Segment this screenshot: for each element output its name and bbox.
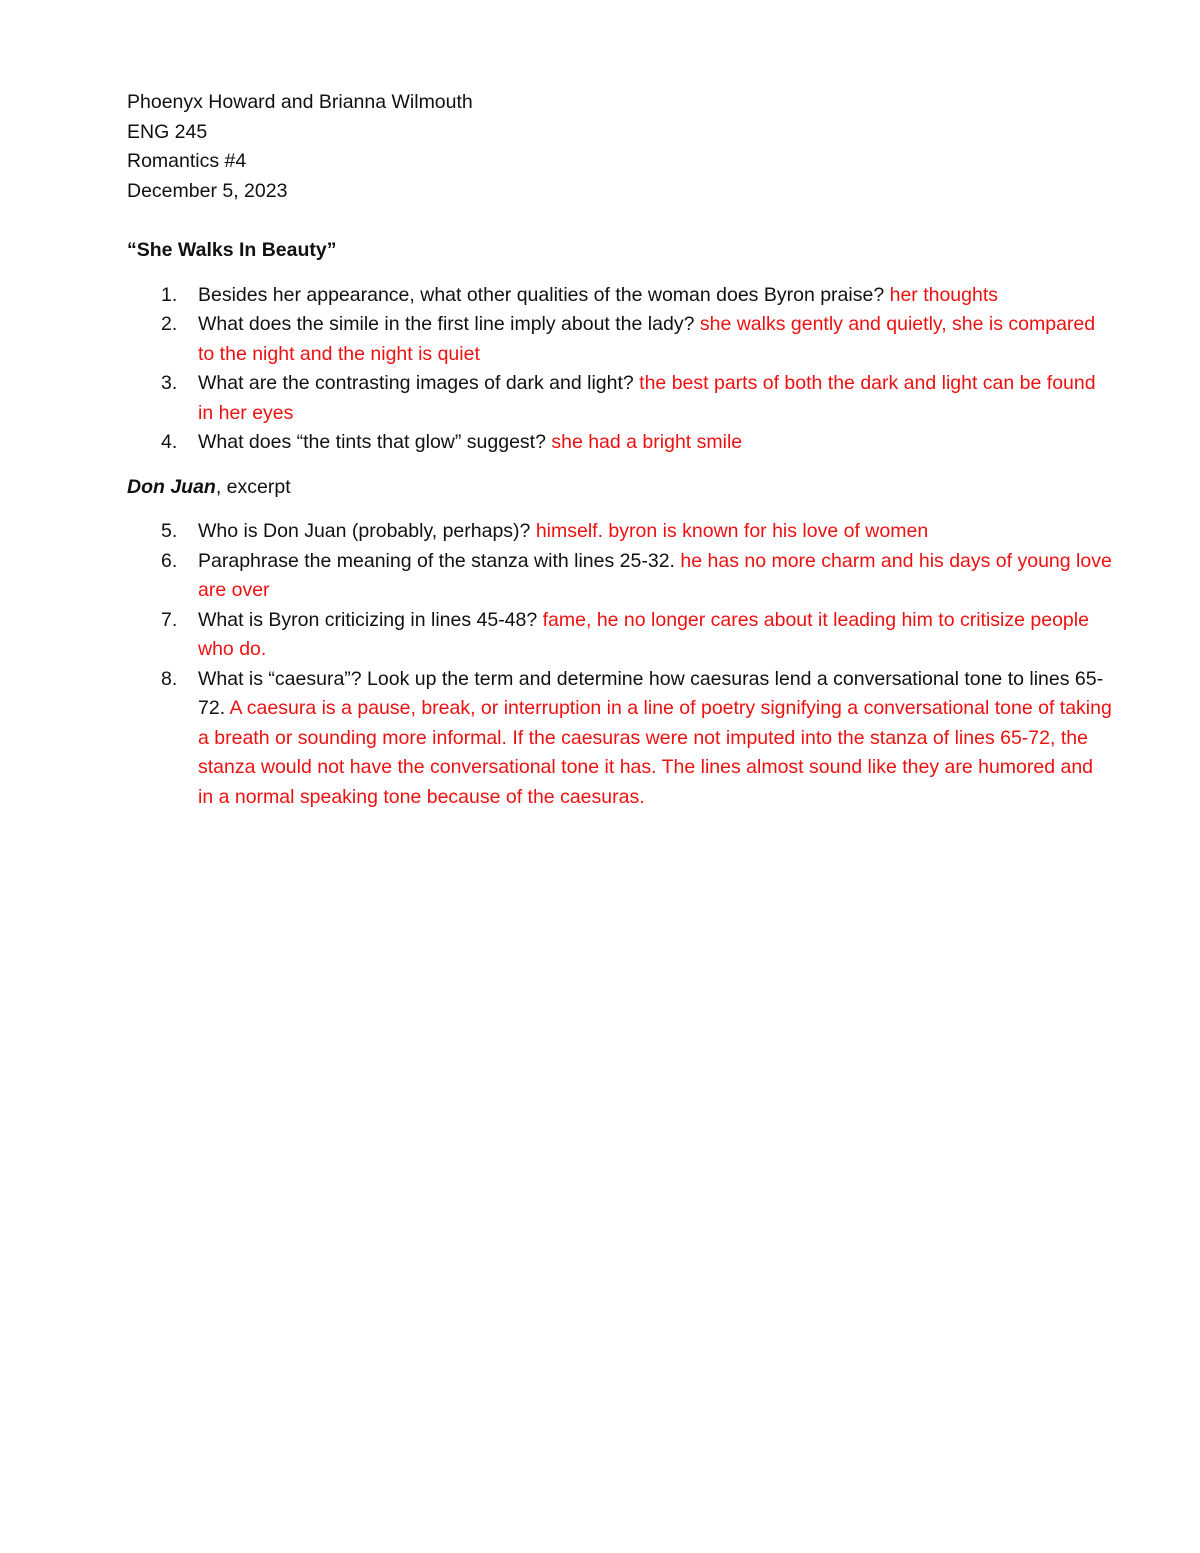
question-item — [127, 281, 1112, 311]
question-number: 3. — [161, 372, 178, 394]
question-text: Besides her appearance, what other qualities of the woman does Byron praise? — [198, 283, 890, 306]
section-title-don-juan — [127, 473, 1112, 503]
document-date: December 5, 2023 — [127, 179, 288, 202]
answer-text: fame, he no longer cares about it leading him to critisize people who do. — [198, 608, 1089, 660]
section-title-she-walks-in-beauty: “She Walks In Beauty” — [127, 239, 337, 261]
question-text: What does the simile in the first line imply about the lady? — [198, 313, 700, 335]
question-item — [127, 310, 1112, 369]
answer-text: she had a bright smile — [551, 431, 743, 453]
spacer — [127, 206, 1112, 236]
section-title-suffix: , excerpt — [215, 475, 291, 498]
course-code: ENG 245 — [127, 120, 208, 143]
question-text: What is Byron criticizing in lines 45-48? — [198, 608, 543, 631]
question-item — [127, 428, 1112, 458]
question-number: 8. — [161, 667, 178, 690]
question-text: What is “caesura”? Look up the term and determine how caesuras lend a conversational tone to lines 65-72. — [198, 667, 1104, 719]
question-number: 5. — [161, 520, 178, 542]
answer-text: A caesura is a pause, break, or interruption in a line of poetry signifying a conversational tone of taking a breath or sounding more informal. If the caesuras were not imputed into the stanza of lines 65-72, the stanza would not have the conversational tone it has. The lines almost sound like they are humored and in a normal speaking tone because of the caesuras. — [198, 697, 1112, 808]
question-item — [127, 547, 1112, 606]
question-text: Who is Don Juan (probably, perhaps)? — [198, 520, 536, 542]
question-item — [127, 665, 1112, 813]
answer-text: himself. byron is known for his love of women — [535, 520, 929, 542]
author-names: Phoenyx Howard and Brianna Wilmouth — [127, 91, 473, 113]
answer-text: she walks gently and quietly, she is compared to the night and the night is quiet — [198, 313, 1096, 365]
question-number: 6. — [161, 549, 178, 572]
question-item — [127, 606, 1112, 665]
question-item — [127, 369, 1112, 428]
question-text: What are the contrasting images of dark and light? — [198, 372, 640, 394]
answer-text: the best parts of both the dark and light can be found in her eyes — [198, 372, 1096, 424]
question-number: 1. — [161, 283, 178, 306]
work-title-italic: Don Juan — [127, 475, 216, 498]
question-text: What does “the tints that glow” suggest? — [198, 431, 552, 453]
assignment-title: Romantics #4 — [127, 150, 247, 172]
question-list-she-walks — [127, 281, 1112, 458]
question-text: Paraphrase the meaning of the stanza with lines 25-32. — [198, 549, 681, 572]
answer-text: her thoughts — [889, 283, 999, 306]
document-page — [127, 88, 1112, 827]
question-number: 4. — [161, 431, 178, 453]
question-item — [127, 517, 1112, 547]
answer-text: he has no more charm and his days of young love are over — [198, 549, 1112, 601]
question-number: 2. — [161, 313, 178, 335]
question-list-don-juan — [127, 517, 1112, 812]
question-number: 7. — [161, 608, 178, 631]
